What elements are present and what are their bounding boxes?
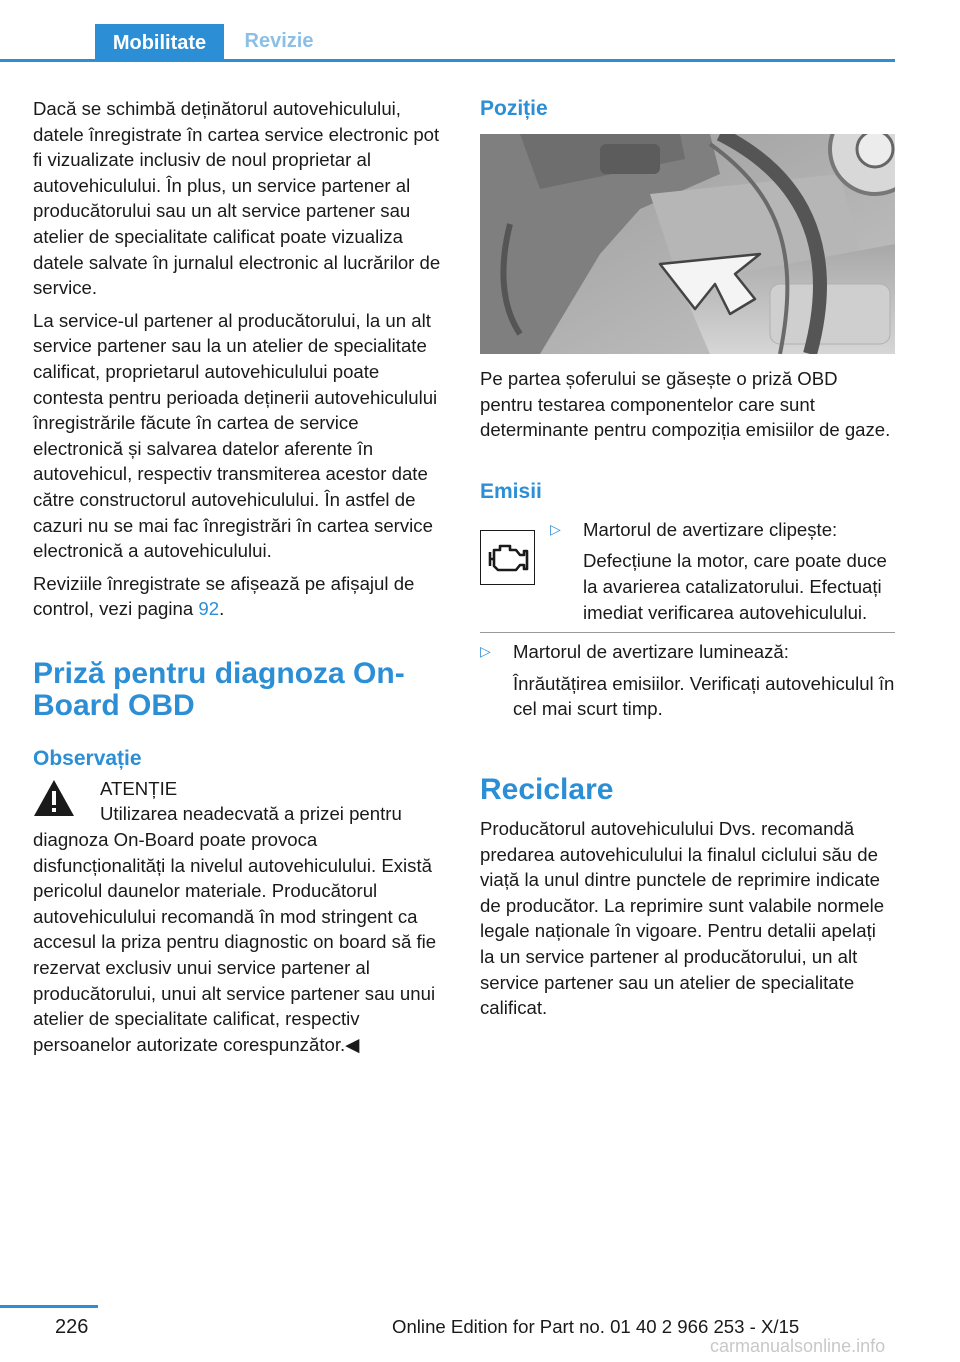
bullet-lit-title: Martorul de avertizare luminează:: [513, 641, 789, 663]
warning-block: [33, 776, 448, 1058]
paragraph-reciclare: Producătorul autovehiculului Dvs. recomandă predarea autovehiculului la finalul ciclului său de viață la unul dintre punctele de reprimire indicate de producător. La reprimire sunt valabile normele legale naționale în vigoare. Pentru detalii apelați la un service partener al producătorului, un alt service partener sau un atelier de specialitate calificat.: [480, 817, 885, 1019]
watermark: carmanualsonline.info: [710, 1336, 886, 1356]
right-column: [480, 96, 895, 1028]
bullet-separator: [480, 632, 895, 633]
footer-rule: [0, 1305, 98, 1308]
revisions-text: Reviziile înregistrate se afișează pe afișajul de control, vezi pagina: [33, 572, 415, 620]
paragraph-obd-location: Pe partea șoferului se găsește o priză OBD pentru testarea componentelor care sunt determinante pentru compoziția emisiilor de gaze.: [480, 368, 891, 441]
bullet-lit: [480, 639, 895, 722]
header-bar: [0, 24, 895, 62]
left-column: [33, 96, 448, 1057]
page-number: 226: [55, 1316, 89, 1338]
section-heading-reciclare: Reciclare: [480, 772, 614, 806]
emissions-warning-row: [480, 517, 895, 625]
revisions-end: .: [219, 598, 225, 620]
warning-title: ATENȚIE: [100, 777, 178, 799]
tab-revizie[interactable]: Revizie: [244, 30, 314, 52]
warning-text: Utilizarea neadecvată a prizei pentru diagnoza On-Board poate provoca disfuncționalități la nivelul autovehiculului. Există pericolul daunelor materiale. Producătorul autovehiculului recomandă în mod stringent ca accesul la priza pentru diagnostic on board să fie rezervat exclusiv unui service partener al producătorului, unui alt service partener sau unui atelier de specialitate calificat, respectiv persoanelor autorizate corespunzător.◀: [33, 803, 437, 1055]
section-heading-obd: Priză pentru diagnoza On-Board OBD: [33, 656, 405, 722]
bullet-triangle-icon: ▷: [550, 520, 561, 537]
subheading-observatie: Observație: [33, 746, 142, 770]
obd-location-photo: [480, 134, 895, 354]
bullet-lit-text: Înrăutățirea emisiilor. Verificați autovehiculul în cel mai scurt timp.: [513, 672, 895, 720]
subheading-emisii: Emisii: [480, 479, 542, 503]
header-rule: [0, 59, 895, 62]
bullet-flashing-title: Martorul de avertizare clipește:: [583, 518, 838, 540]
paragraph-revisions: [33, 571, 448, 622]
bullet-flashing-text: Defecțiune la motor, care poate duce la avarierea catalizatorului. Efectuați imediat verificarea autovehiculului.: [583, 550, 887, 623]
tab-mobilitate[interactable]: Mobilitate: [95, 24, 224, 62]
subheading-pozitie: Poziție: [480, 97, 548, 120]
bullet-triangle-icon: ▷: [480, 643, 491, 660]
warning-icon: [33, 779, 75, 817]
bullet-flashing: [550, 517, 895, 625]
check-engine-icon: [480, 530, 535, 585]
edition-text: Online Edition for Part no. 01 40 2 966 253 - X/15: [392, 1316, 800, 1337]
page-link-92[interactable]: 92: [198, 598, 220, 620]
paragraph-owner-change: Dacă se schimbă deținătorul autovehiculului, datele înregistrate în cartea service electronic pot fi vizualizate inclusiv de noul proprietar al autovehiculului. În plus, un service partener al producătorului sau un alt service partener sau atelier de specialitate calificat poate vizualiza datele salvate în jurnalul electronic al lucrărilor de service.: [33, 98, 441, 299]
paragraph-contest: La service-ul partener al producătorului, la un alt service partener sau la un atelier de specialitate calificat, proprietarul autovehiculului poate contesta pentru perioada deținerii autovehiculului înregistrările făcute în cartea de service electronică și salvarea datelor aferente în autovehicul, respectiv transmiterea acestor date către constructorul autovehiculului. În astfel de cazuri nu se mai fac înregistrări în cartea service electronică a autovehiculului.: [33, 309, 438, 562]
